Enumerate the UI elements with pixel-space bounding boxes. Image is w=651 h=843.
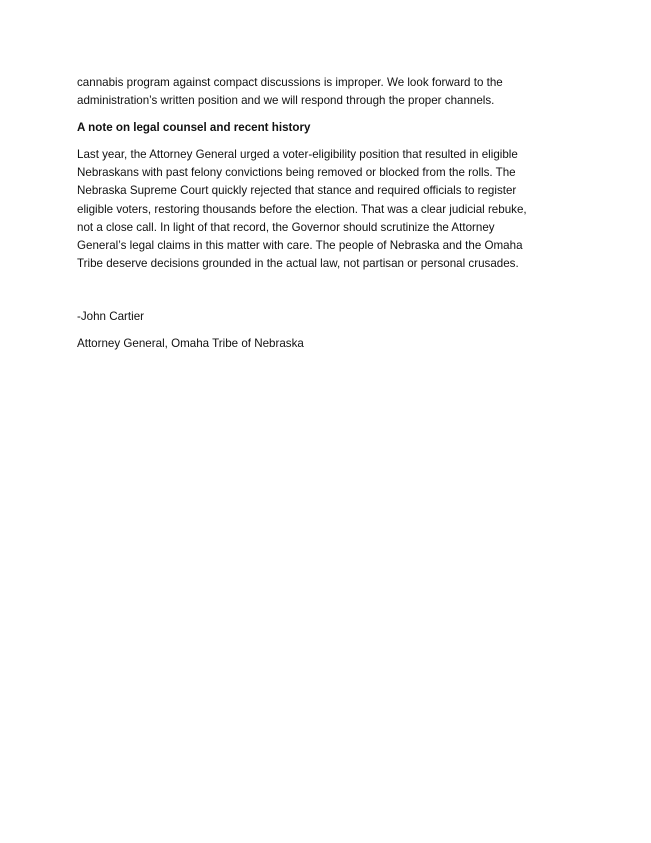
paragraph-continuation (77, 74, 577, 110)
text-line: eligible voters, restoring thousands before the election. That was a clear judicial rebuke, (77, 202, 527, 216)
text-line: administration’s written position and we will respond through the proper channels. (77, 94, 495, 108)
text-line: Last year, the Attorney General urged a voter-eligibility position that resulted in eligible (77, 148, 518, 161)
paragraph-history (77, 146, 577, 273)
section-heading: A note on legal counsel and recent history (77, 121, 311, 134)
signer-title: Attorney General, Omaha Tribe of Nebraska (77, 337, 304, 350)
text-line: not a close call. In light of that record, the Governor should scrutinize the Attorney (77, 220, 495, 234)
text-line: cannabis program against compact discussions is improper. We look forward to the (77, 76, 503, 89)
text-line: General’s legal claims in this matter with care. The people of Nebraska and the Omaha (77, 239, 523, 253)
text-line: Tribe deserve decisions grounded in the actual law, not partisan or personal crusades. (77, 257, 519, 271)
text-line: Nebraska Supreme Court quickly rejected that stance and required officials to register (77, 184, 517, 198)
text-line: Nebraskans with past felony convictions being removed or blocked from the rolls. The (77, 166, 516, 180)
signature: -John Cartier (77, 310, 145, 323)
